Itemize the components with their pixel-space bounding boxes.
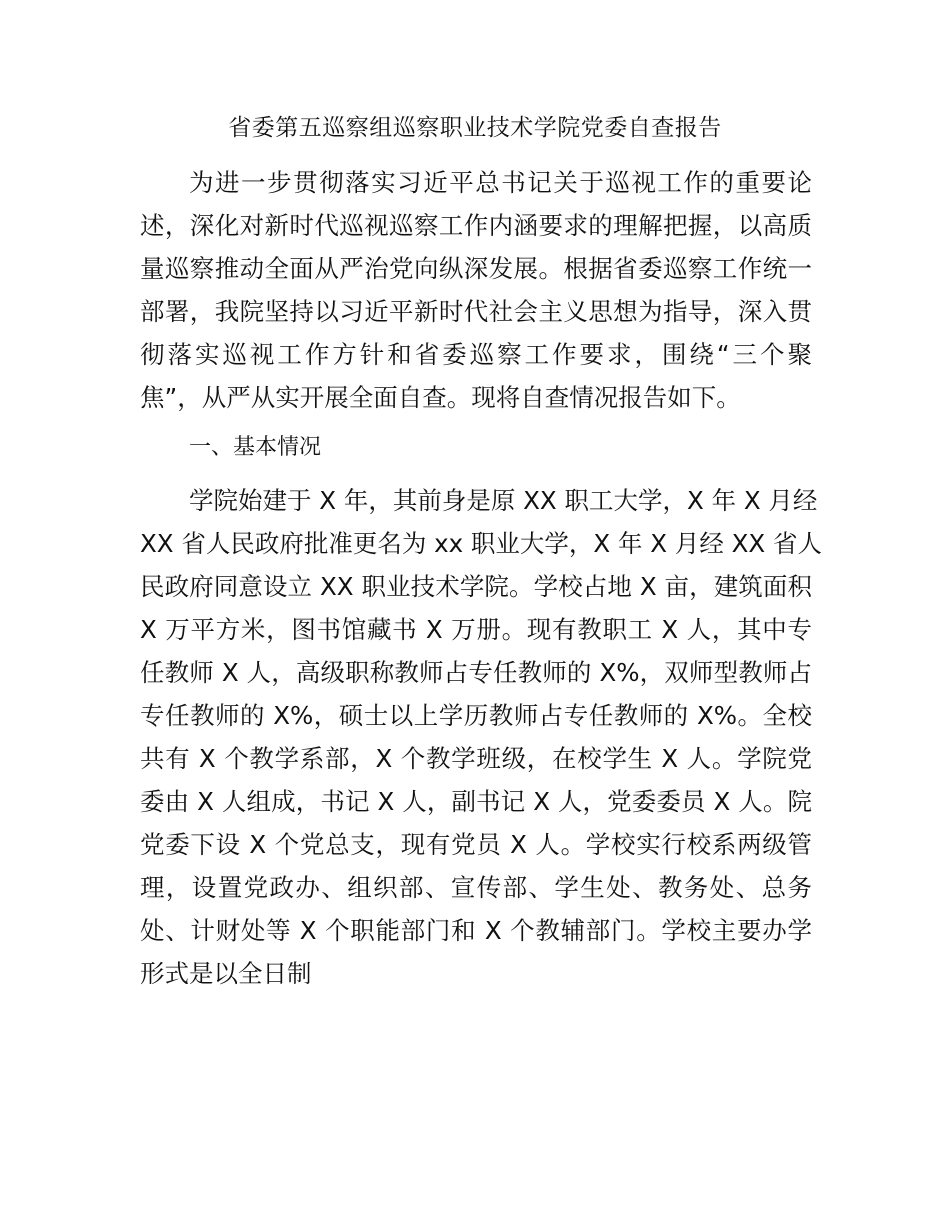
body-line: 民政府同意设立 XX 职业技术学院。学校占地 X 亩，建筑面积 [140,572,812,601]
body-line: X 万平方米，图书馆藏书 X 万册。现有教职工 X 人，其中专 [140,615,812,644]
intro-line: 部署，我院坚持以习近平新时代社会主义思想为指导，深入贯 [140,297,812,326]
body-line: 任教师 X 人，高级职称教师占专任教师的 X%，双师型教师占 [140,658,812,687]
intro-line: 彻落实巡视工作方针和省委巡察工作要求，围绕“三个聚 [140,340,812,369]
body-line: 理，设置党政办、组织部、宣传部、学生处、教务处、总务 [140,873,812,902]
body-line: 专任教师的 X%，硕士以上学历教师占专任教师的 X%。全校 [140,701,812,730]
body-line: 共有 X 个教学系部，X 个教学班级，在校学生 X 人。学院党 [140,744,812,773]
document-title: 省委第五巡察组巡察职业技术学院党委自查报告 [228,115,722,141]
body-line: 委由 X 人组成，书记 X 人，副书记 X 人，党委委员 X 人。院 [140,787,812,816]
body-line: 处、计财处等 X 个职能部门和 X 个教辅部门。学校主要办学 [140,916,812,945]
intro-line: 述，深化对新时代巡视巡察工作内涵要求的理解把握，以高质 [140,211,812,240]
body-line: XX 省人民政府批准更名为 xx 职业大学，X 年 X 月经 XX 省人 [140,529,823,558]
body-line: 党委下设 X 个党总支，现有党员 X 人。学校实行校系两级管 [140,830,812,859]
intro-line: 量巡察推动全面从严治党向纵深发展。根据省委巡察工作统一 [140,254,812,283]
intro-line: 为进一步贯彻落实习近平总书记关于巡视工作的重要论 [189,168,812,197]
intro-line: 焦”，从严从实开展全面自查。现将自查情况报告如下。 [140,383,741,412]
body-line: 学院始建于 X 年，其前身是原 XX 职工大学，X 年 X 月经 [189,486,818,515]
body-line: 形式是以全日制 [140,959,312,988]
section-heading: 一、基本情况 [189,435,322,460]
